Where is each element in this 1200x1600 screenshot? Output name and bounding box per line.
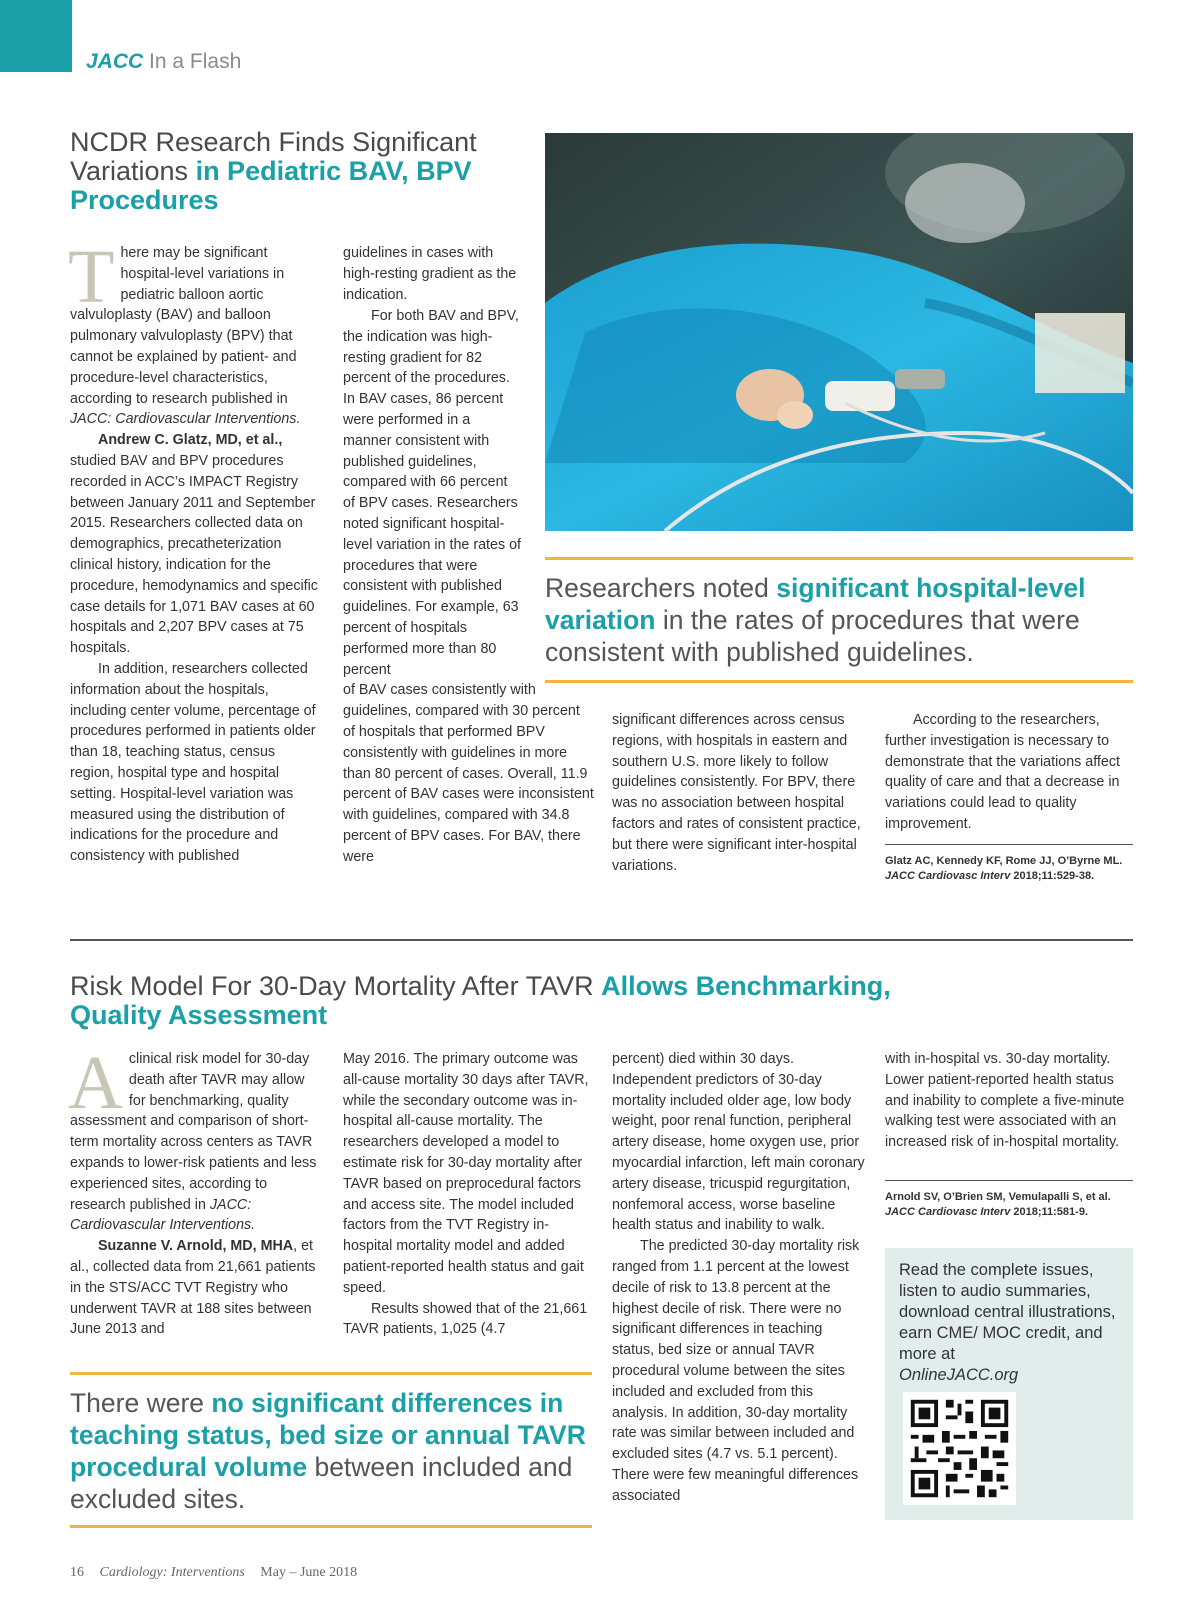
article1-column-3 <box>612 710 867 876</box>
article2-column-3 <box>612 1049 867 1507</box>
article2-pull-b: no significant differences in teaching status, bed size or annual TAVR procedural volume <box>70 1388 586 1482</box>
article2-column-4 <box>885 1049 1133 1153</box>
article1-column-1 <box>68 235 322 867</box>
qr-code-graphic <box>903 1392 1016 1505</box>
article2-column-1 <box>68 1041 322 1340</box>
article1-title-bold: in Pediatric BAV, BPV Procedures <box>70 156 472 215</box>
article2-pull-a: There were <box>70 1388 212 1418</box>
article1-col2-p1: guidelines in cases with high-resting gradient as the indication. <box>343 245 517 303</box>
magazine-name: Cardiology: Interventions <box>99 1565 245 1580</box>
article2-col1-p1: clinical risk model for 30-day death after TAVR may allow for benchmarking, quality assessment and comparison of short-term mortality across centers as TAVR expands to lower-risk patients and less experienced sites, according to research published in <box>70 1051 317 1213</box>
article2-citation-journal: JACC Cardiovasc Interv <box>885 1206 1011 1218</box>
online-promo-box <box>885 1248 1133 1520</box>
article1-title <box>70 128 510 215</box>
section-divider <box>70 939 1133 941</box>
issue-date: May – June 2018 <box>260 1565 358 1580</box>
article1-col4: According to the researchers, further investigation is necessary to demonstrate that the variations affect quality of care and that a decrease in variations could lead to quality improvement. <box>885 712 1120 832</box>
article1-pull-b: significant hospital-level variation <box>545 573 1086 635</box>
promo-url-link[interactable]: OnlineJACC.org <box>899 1366 1019 1384</box>
article2-col3-p1: percent) died within 30 days. Independent predictors of 30-day mortality included older age, low body weight, poor renal function, peripheral artery disease, home oxygen use, prior myocardial infarction, left main coronary artery disease, tricuspid regurgitation, nonfemoral access, worse baseline health status and inability to walk. <box>612 1051 865 1234</box>
article2-pull-quote <box>70 1372 592 1528</box>
article2-journal: JACC: Cardiovascular Interventions. <box>70 1196 256 1234</box>
header-sub: In a Flash <box>149 50 242 73</box>
article2-col1-p2: , et al., collected data from 21,661 patients in the STS/ACC TVT Registry who underwent TAVR at 188 sites between June 2013 and <box>70 1238 316 1338</box>
article1-citation-journal: JACC Cardiovasc Interv <box>885 870 1011 882</box>
article1-citation-authors: Glatz AC, Kennedy KF, Rome JJ, O’Byrne ML. <box>885 855 1123 867</box>
article1-pull-c: in the rates of procedures that were consistent with published guidelines. <box>545 605 1080 667</box>
article2-citation-authors: Arnold SV, O’Brien SM, Vemulapalli S, et al. <box>885 1191 1111 1203</box>
article1-title-plain: NCDR Research Finds Significant Variations <box>70 127 477 186</box>
article1-column-4 <box>885 710 1133 835</box>
article1-col2-p2-wide: of BAV cases consistently with guidelines, compared with 30 percent of hospitals that performed BPV consistently with guidelines in more than 80 percent of cases. Overall, 11.9 percent of BAV cases were inconsistent with guidelines, compared with 34.8 percent of BPV cases. For BAV, there were <box>343 682 594 865</box>
article1-pull-a: Researchers noted <box>545 573 777 603</box>
article2-col2-p1: May 2016. The primary outcome was all-cause mortality 30 days after TAVR, while the secondary outcome was in-hospital all-cause mortality. The researchers developed a model to estimate risk for 30-day mortality after TAVR based on preprocedural factors and access site. The model included factors from the TVT Registry in-hospital mortality model and added patient-reported health status and gait speed. <box>343 1051 589 1296</box>
article2-title-plain: Risk Model For 30-Day Mortality After TAVR <box>70 971 602 1001</box>
article1-journal: JACC: Cardiovascular Interventions. <box>70 411 301 428</box>
article2-col3-p2: The predicted 30-day mortality risk ranged from 1.1 percent at the lowest decile of risk to 13.8 percent at the highest decile of risk. There were no significant differences in teaching status, bed size or annual TAVR procedural volume between the sites included and excluded from this analysis. In addition, 30-day mortality rate was similar between included and excluded sites (4.7 vs. 5.1 percent). There were few meaningful differences associated <box>612 1238 860 1504</box>
article2-title-bold: Allows Benchmarking, Quality Assessment <box>70 971 891 1030</box>
article1-author: Andrew C. Glatz, MD, et al., <box>98 432 283 449</box>
article1-col1-p3: In addition, researchers collected information about the hospitals, including center volume, percentage of procedures performed in patients older than 18, teaching status, census region, hospital type and hospital setting. Hospital-level variation was measured using the distribution of indications for the procedure and consistency with published <box>70 660 316 865</box>
corner-accent-block <box>0 0 72 72</box>
qr-code[interactable] <box>903 1392 1016 1505</box>
article1-col1-p2: studied BAV and BPV procedures recorded in ACC’s IMPACT Registry between January 2011 and September 2015. Researchers collected data on demographics, precatheterization clinical history, indication for the procedure, hemodynamics and specific case details for 1,071 BAV cases at 60 hospitals and 2,207 BPV cases at 75 hospitals. <box>70 452 318 657</box>
page-footer <box>70 1565 369 1581</box>
pediatric-procedure-photo <box>545 133 1133 531</box>
photo-illustration <box>545 133 1133 531</box>
section-header <box>86 50 241 74</box>
article1-pull-quote <box>545 557 1133 683</box>
header-brand: JACC <box>86 50 144 73</box>
article2-pull-c: between included and excluded sites. <box>70 1452 573 1514</box>
article2-citation-ref: 2018;11:581-9. <box>1010 1206 1088 1218</box>
article1-col3: significant differences across census regions, with hospitals in eastern and southern U.S. more likely to follow guidelines consistently. For BPV, there was no association between hospital factors and rates of consistent practice, but there were significant inter-hospital variations. <box>612 712 861 874</box>
promo-text: Read the complete issues, listen to audio summaries, download central illustrations, earn CME/ MOC credit, and more at <box>899 1261 1116 1363</box>
article2-dropcap: A <box>68 1041 123 1125</box>
article1-citation-ref: 2018;11:529-38. <box>1010 870 1095 882</box>
page-number: 16 <box>70 1565 84 1580</box>
article2-title <box>70 972 950 1030</box>
article2-author: Suzanne V. Arnold, MD, MHA <box>98 1238 294 1255</box>
article2-citation <box>885 1180 1133 1220</box>
article2-col2-p2: Results showed that of the 21,661 TAVR patients, 1,025 (4.7 <box>343 1300 588 1338</box>
article1-citation <box>885 844 1133 884</box>
article2-column-2 <box>343 1049 595 1340</box>
article1-dropcap: T <box>68 235 115 319</box>
article2-col4: with in-hospital vs. 30-day mortality. Lower patient-reported health status and inability to complete a five-minute walking test were associated with an increased risk of in-hospital mortality. <box>885 1051 1125 1151</box>
article1-col2-p2-narrow: For both BAV and BPV, the indication was high-resting gradient for 82 percent of the procedures. In BAV cases, 86 percent were performed in a manner consistent with published guidelines, compared with 66 percent of BPV cases. Researchers noted significant hospital-level variation in the rates of procedures that were consistent with published guidelines. For example, 63 percent of hospitals performed more than 80 percent <box>343 308 522 678</box>
article1-col1-p1: here may be significant hospital-level variations in pediatric balloon aortic valvuloplasty (BAV) and balloon pulmonary valvuloplasty (BPV) that cannot be explained by patient- and procedure-level characteristics, according to research published in <box>70 245 297 407</box>
article1-column-2a <box>343 243 521 305</box>
